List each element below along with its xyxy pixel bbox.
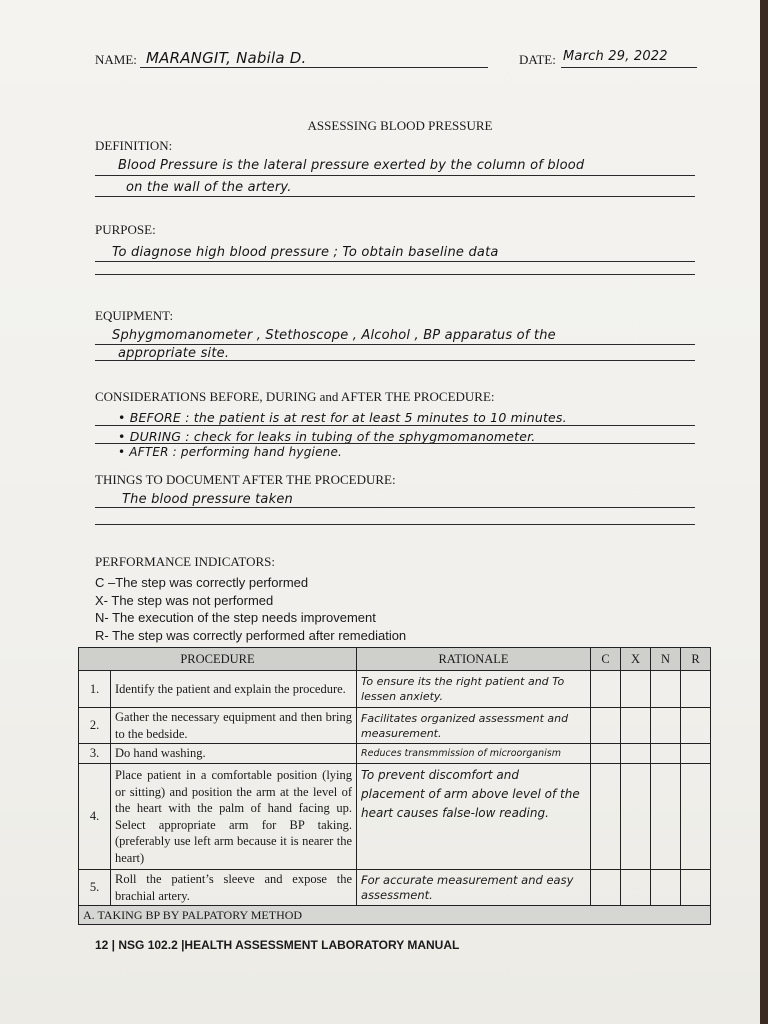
row-rationale: To ensure its the right patient and To lessen anxiety. [357, 671, 591, 708]
row-number: 4. [79, 764, 111, 870]
purpose-rule-2 [95, 274, 695, 275]
document-label: THINGS TO DOCUMENT AFTER THE PROCEDURE: [95, 472, 396, 487]
row-number: 2. [79, 708, 111, 744]
indicator-r: R- The step was correctly performed after remediation [95, 627, 407, 643]
name-value: MARANGIT, Nabila D. [146, 49, 307, 67]
considerations-during: • DURING : check for leaks in tubing of the sphygmomanometer. [118, 429, 536, 444]
considerations-label: CONSIDERATIONS BEFORE, DURING and AFTER THE PROCEDURE: [95, 389, 495, 404]
purpose-label: PURPOSE: [95, 222, 156, 237]
equipment-line-1: Sphygmomanometer , Stethoscope , Alcohol , BP apparatus of the [112, 328, 556, 343]
page-footer: 12 | NSG 102.2 |HEALTH ASSESSMENT LABORATORY MANUAL [95, 938, 460, 952]
check-c[interactable] [591, 744, 621, 764]
table-row [79, 671, 711, 708]
equipment-line-2: appropriate site. [118, 346, 230, 361]
check-r[interactable] [681, 671, 711, 708]
considerations-rule-1 [95, 425, 695, 426]
indicator-x: X- The step was not performed [95, 592, 274, 608]
check-n[interactable] [651, 671, 681, 708]
procedure-table [78, 647, 711, 925]
considerations-after: • AFTER : performing hand hygiene. [118, 445, 343, 459]
section-row [79, 906, 711, 925]
check-x[interactable] [621, 744, 651, 764]
row-rationale: Facilitates organized assessment and measurement. [357, 708, 591, 744]
table-row [79, 764, 711, 870]
table-row [79, 870, 711, 906]
check-r[interactable] [681, 744, 711, 764]
check-c[interactable] [591, 764, 621, 870]
row-number: 5. [79, 870, 111, 906]
row-rationale: For accurate measurement and easy assessment. [357, 870, 591, 906]
row-procedure: Gather the necessary equipment and then bring to the bedside. [111, 708, 357, 744]
row-procedure: Identify the patient and explain the procedure. [111, 671, 357, 708]
row-number: 3. [79, 744, 111, 764]
document-line-1: The blood pressure taken [122, 492, 293, 507]
row-procedure: Roll the patient’s sleeve and expose the brachial artery. [111, 870, 357, 906]
header-procedure: PROCEDURE [79, 648, 357, 671]
section-palpatory: A. TAKING BP BY PALPATORY METHOD [79, 906, 711, 925]
check-c[interactable] [591, 671, 621, 708]
check-n[interactable] [651, 764, 681, 870]
document-rule-2 [95, 524, 695, 525]
header-rationale: RATIONALE [357, 648, 591, 671]
row-procedure: Place patient in a comfortable position (lying or sitting) and position the arm at the level of the heart with the palm of hand facing up. Select appropriate arm for BP taking. (preferably use left arm because it is nearer the heart) [111, 764, 357, 870]
considerations-before: • BEFORE : the patient is at rest for at least 5 minutes to 10 minutes. [118, 410, 567, 425]
check-c[interactable] [591, 870, 621, 906]
check-x[interactable] [621, 671, 651, 708]
header-n: N [651, 648, 681, 671]
row-rationale: To prevent discomfort and placement of arm above level of the heart causes false-low reading. [357, 764, 591, 870]
page-title: ASSESSING BLOOD PRESSURE [307, 118, 493, 133]
table-row [79, 708, 711, 744]
check-x[interactable] [621, 870, 651, 906]
header-x: X [621, 648, 651, 671]
row-rationale: Reduces transmmission of microorganism [357, 744, 591, 764]
row-number: 1. [79, 671, 111, 708]
purpose-rule-1 [95, 261, 695, 262]
check-c[interactable] [591, 708, 621, 744]
document-rule-1 [95, 507, 695, 508]
definition-line-2: on the wall of the artery. [126, 180, 292, 195]
name-underline [140, 67, 488, 68]
date-underline [561, 67, 697, 68]
table-row [79, 744, 711, 764]
date-value: March 29, 2022 [563, 49, 668, 64]
indicator-n: N- The execution of the step needs improvement [95, 610, 376, 625]
definition-line-1: Blood Pressure is the lateral pressure exerted by the column of blood [118, 158, 585, 173]
check-n[interactable] [651, 870, 681, 906]
row-procedure: Do hand washing. [111, 744, 357, 764]
header-r: R [681, 648, 711, 671]
check-r[interactable] [681, 764, 711, 870]
name-label: NAME: [95, 52, 137, 67]
indicators-label: PERFORMANCE INDICATORS: [95, 554, 275, 569]
indicators-list [95, 574, 406, 644]
definition-label: DEFINITION: [95, 138, 173, 153]
table-header-row [79, 648, 711, 671]
header-c: C [591, 648, 621, 671]
purpose-line-1: To diagnose high blood pressure ; To obtain baseline data [112, 245, 499, 260]
check-n[interactable] [651, 744, 681, 764]
indicator-c: C –The step was correctly performed [95, 575, 309, 590]
check-r[interactable] [681, 870, 711, 906]
check-x[interactable] [621, 764, 651, 870]
equipment-label: EQUIPMENT: [95, 308, 174, 323]
definition-rule-1 [95, 175, 695, 176]
check-x[interactable] [621, 708, 651, 744]
date-label: DATE: [519, 52, 556, 67]
check-r[interactable] [681, 708, 711, 744]
equipment-rule-1 [95, 344, 695, 345]
definition-rule-2 [95, 196, 695, 197]
equipment-rule-2 [95, 360, 695, 361]
check-n[interactable] [651, 708, 681, 744]
considerations-rule-2 [95, 443, 695, 444]
